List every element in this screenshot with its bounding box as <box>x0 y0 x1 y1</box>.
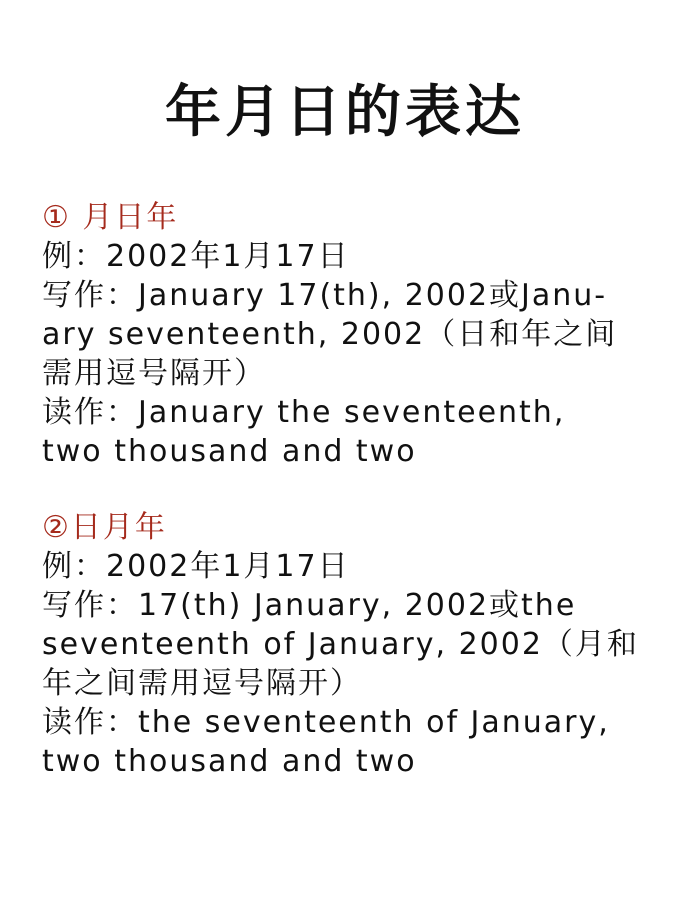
written-form-line: 写作：17(th) January, 2002或the <box>42 588 577 623</box>
written-form-line: 写作：January 17(th), 2002或Janu- <box>42 278 608 313</box>
written-form-line: 年之间需用逗号隔开） <box>42 666 362 701</box>
example-line: 例：2002年1月17日 <box>42 239 350 274</box>
read-form-line: 读作：January the seventeenth, <box>42 395 566 430</box>
written-form-line: ary seventeenth, 2002（日和年之间 <box>42 317 618 352</box>
section-heading: ②日月年 <box>42 510 167 545</box>
read-form-line: 读作：the seventeenth of January, <box>42 705 610 740</box>
section-month-day-year <box>42 198 672 471</box>
written-form-line: 需用逗号隔开） <box>42 356 266 391</box>
page-title: 年月日的表达 <box>165 80 525 145</box>
read-form-line: two thousand and two <box>42 434 417 469</box>
written-form-line: seventeenth of January, 2002（月和 <box>42 627 639 662</box>
section-day-month-year <box>42 508 672 781</box>
section-heading: ① 月日年 <box>42 200 179 235</box>
example-line: 例：2002年1月17日 <box>42 549 350 584</box>
read-form-line: two thousand and two <box>42 744 417 779</box>
